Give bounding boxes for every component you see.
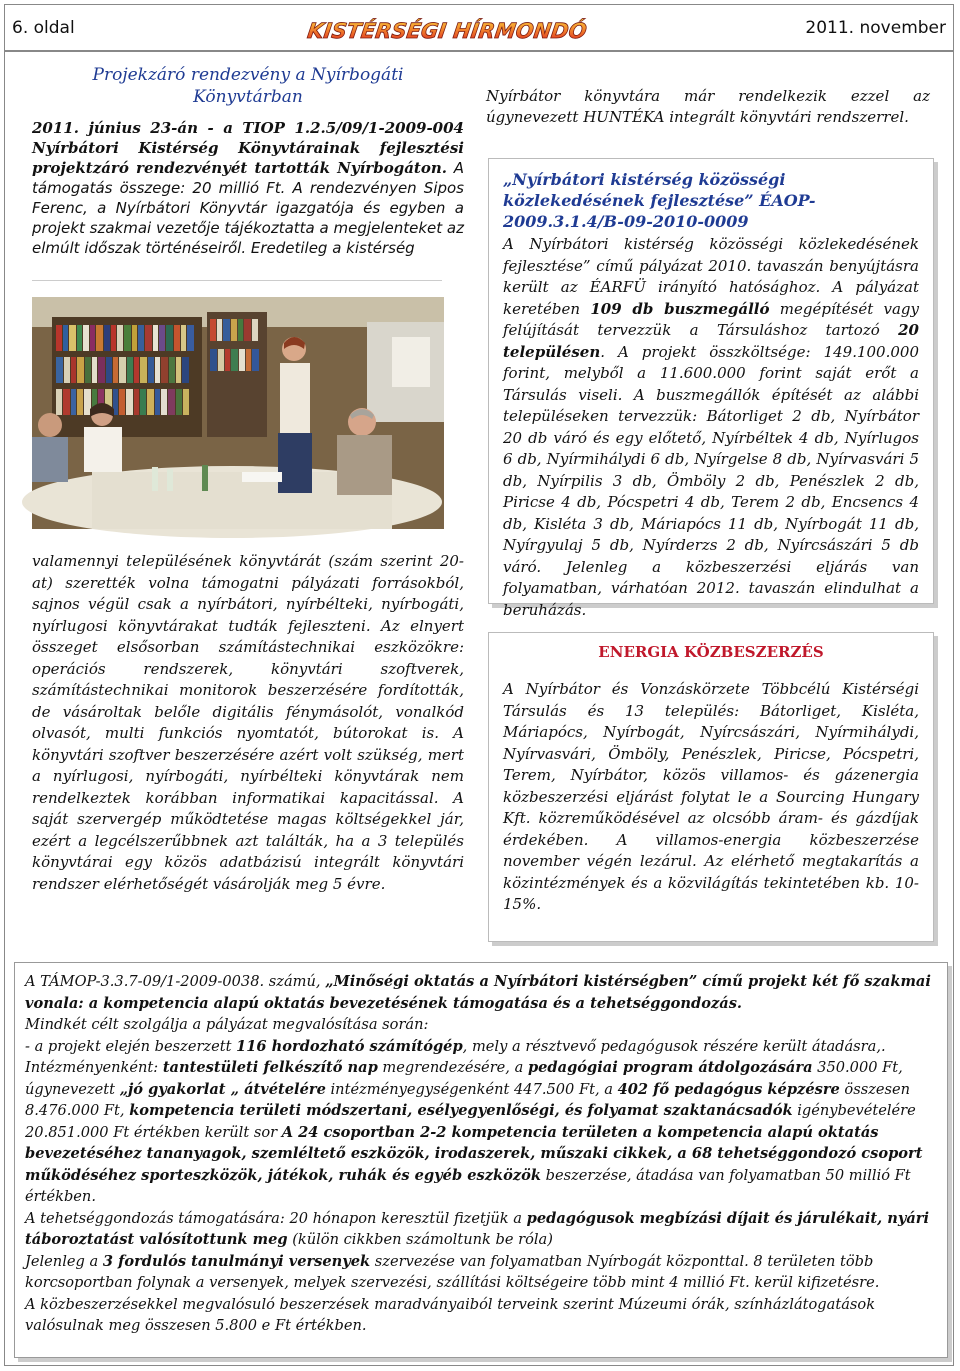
education-remaining: A közbeszerzésekkel megvalósuló beszerzések maradványaiból terveink szerint Múzeumi órák, színházlátogatások valósulnak meg összesen 5.800 e Ft értékben. xyxy=(25,1295,876,1334)
transport-title: „Nyírbátori kistérség közösségi közlekedésének fejlesztése” ÉAOP-2009.3.1.4/B-09-2010-0009 xyxy=(503,170,816,231)
edu-b1: 116 hordozható számítógép xyxy=(236,1037,463,1055)
newspaper-logo xyxy=(305,10,589,48)
education-details xyxy=(25,1036,937,1208)
edu-b7: A 24 csoportban 2-2 kompetencia területen a kompetencia alapú oktatás bevezetéséhez tananyagok, szemléltető eszközök, irodaszerek, műszaki cikkek, a 68 tehetséggondozó csoport működéséhez sporteszközök, játékok, ruhák és egyéb eszközök xyxy=(25,1123,923,1184)
event-photo xyxy=(32,297,444,529)
transport-text-3: . A projekt összköltsége: 149.100.000 forint, melyből a 11.600.000 forint saját erőt a Társulás viseli. A buszmegállók építését az alábbi településeken tervezzük: Bátorliget 2 db, Nyírbátor 20 db váró és egy előtető, Nyírbéltek 4 db, Nyírlugos 6 db, Nyírmihálydi 6 db, Nyírgelse 8 db, Nyírvasvári 5 db, Nyírpilis 3 db, Ömböly 2 db, Penészlek 2 db, Piricse 4 db, Pócspetri 4 db, Terem 2 db, Encsencs 4 db, Kisléta 3 db, Máriapócs 11 db, Nyírbogát 11 db, Nyírgyulaj 5 db, Nyírderzs 2 db, Nyírcsászári 5 db váró. Jelenleg a közbeszerzési eljárás van folyamatban, várhatóan 2012. tavaszán elindulhat a beruházás. xyxy=(503,342,919,619)
logo-text: KISTÉRSÉGI HÍRMONDÓ xyxy=(305,18,589,43)
article-title-library: Projekzáró rendezvény a Nyírbogáti Könyvtárban xyxy=(92,65,404,107)
transport-text-2: megépítését vagy felújítását tervezzük a Társuláshoz tartozó xyxy=(503,299,920,339)
education-project-title: „Minőségi oktatás a Nyírbátori kistérségben” című projekt két fő szakmai vonala: a kompetencia alapú oktatás bevezetésének támogatása és a tehetséggondozás. xyxy=(25,973,931,1012)
transport-text-1: A Nyírbátori kistérség közösségi közlekedésének fejlesztése” című pályázat 2010. tavaszán benyújtásra került az ÉARFÜ irányító hatósághoz. A pályázat keretében xyxy=(503,235,919,318)
edu-t8: beszerzése, átadása van folyamatban 50 millió Ft értékben. xyxy=(25,1166,911,1205)
talent-t2: (külön cikkben számoltunk be róla) xyxy=(287,1231,553,1248)
lead-normal: A támogatás összege: 20 millió Ft. A rendezvényen Sipos Ferenc, a Nyírbátori Könyvtár igazgatója és egyben a projekt szakmai vezetője tájékoztatta a megjelenteket az elmúlt időszak történéseiről. Eredetileg a kistérség xyxy=(32,159,465,257)
edu-t5: intézményegységenként 447.500 Ft, a xyxy=(325,1080,618,1098)
education-intro xyxy=(25,971,937,1014)
comp-b1: 3 fordulós tanulmányi versenyek xyxy=(102,1252,371,1270)
edu-b2: tantestületi felkészítő nap xyxy=(162,1059,378,1076)
lead-bold: 2011. június 23-án - a TIOP 1.2.5/09/1-2009-004 Nyírbátori Kistérség Könyvtárainak fejlesztési projektzáró rendezvényét tartották Nyírbogáton. xyxy=(32,119,464,177)
education-talent xyxy=(25,1208,937,1251)
comp-t2: szervezése van folyamatban Nyírbogát központtal. 8 területen több korcsoportban folynak a versenyek, melyek szervezési, szállítási költségeire több mint 4 millió Ft. kerül kifizetésre. xyxy=(25,1252,880,1291)
transport-settlements: 20 településen xyxy=(503,321,919,361)
page-number: 6. oldal xyxy=(12,18,75,38)
header-divider xyxy=(4,50,954,52)
edu-b4: „jó gyakorlat „ átvételére xyxy=(119,1080,326,1098)
education-project-code: A TÁMOP-3.3.7-09/1-2009-0038. számú, xyxy=(25,973,326,990)
energy-title: ENERGIA KÖZBESZERZÉS xyxy=(598,643,824,661)
edu-t4: 350.000 Ft, úgynevezett xyxy=(25,1059,903,1098)
edu-b3: pedagógiai program átdolgozására xyxy=(527,1059,813,1076)
edu-t1: - a projekt elején beszerzett xyxy=(25,1037,237,1055)
edu-t3: megrendezésére, a xyxy=(377,1059,528,1076)
energy-body: A Nyírbátor és Vonzáskörzete Többcélú Kistérségi Társulás és 13 település: Bátorliget, Kisléta, Máriapócs, Nyírbogát, Nyírcsászári, Nyírmihálydi, Nyírvasvári, Ömböly, Penészlek, Piricse, Pócspetri, Terem, Nyírbátor, közös villamos- és gázenergia közbeszerzési eljárást folytat le a Sourcing Hungary Kft. közreműködésével az olcsóbb áram- és gázdíjak érdekében. A villamos-energia közbeszerzése november végén lezárul. Az elérhető megtakarítás a közintézmények és a közvilágítás tekintetében kb. 10-15%. xyxy=(503,680,919,913)
separator-line xyxy=(32,280,442,281)
right-column xyxy=(486,86,930,128)
edu-t7: igénybevételére 20.851.000 Ft értékben került sor xyxy=(25,1102,916,1141)
article-lead xyxy=(32,118,464,258)
education-goal: Mindkét célt szolgálja a pályázat megvalósítása során: xyxy=(25,1016,429,1033)
transport-bus-stops: 109 db buszmegálló xyxy=(590,299,770,318)
edu-t2: , mely a résztvevő pedagógusok részére került átadásra,. Intézményenként: xyxy=(25,1037,886,1076)
edu-b6: kompetencia területi módszertani, esélyegyenlőségi, és folyamat szaktanácsadók xyxy=(129,1102,793,1119)
edu-t6: összesen 8.476.000 Ft, xyxy=(25,1080,911,1119)
photo-illustration xyxy=(32,297,444,529)
education-article-box xyxy=(14,962,948,1358)
talent-b1: pedagógusok megbízási díjait és járulékait, nyári táboroztatást valósítottunk meg xyxy=(25,1209,930,1248)
article-body-library: valamennyi településének könyvtárát (szám szerint 20-at) szerették volna támogatni pályázati forrásokból, sajnos végül csak a nyírbátori, nyírbélteki, nyírbogáti, nyírlugosi könyvtárakat tudták fejleszteni. Az elnyert összeget elsősorban számítástechnikai eszközökre: operációs rendszerek, könyvtári szoftverek, számítástechnikai monitorok beszerzésére fordították, de vásároltak belőle digitális fénymásolót, vonalkód olvasót, multi funkciós nyomtatót, bútorokat is. A könyvtári szoftver beszerzésére azért volt szükség, mert a nyírlugosi, nyírbogáti, nyírbélteki könyvtárak nem rendelkeztek korábban informatikai kapacitással. A saját szervergép működtetése magas költségekkel jár, ezért a legcélszerűbbnek azt találták, ha a 3 település könyvtárai egy közös adatbázisú integrált könyvtári rendszer elérhetőségét vásárolják meg 5 évre. xyxy=(32,552,464,893)
education-competitions xyxy=(25,1251,937,1294)
library-continuation: Nyírbátor könyvtára már rendelkezik ezzel az úgynevezett HUNTÉKA integrált könyvtári rendszerrel. xyxy=(486,87,930,126)
left-column xyxy=(32,64,464,895)
edu-b5: 402 fő pedagógus képzésre xyxy=(617,1080,840,1098)
energy-article-box xyxy=(488,632,934,942)
issue-date: 2011. november xyxy=(805,18,946,38)
comp-t1: Jelenleg a xyxy=(25,1252,103,1270)
transport-article-box xyxy=(488,158,934,619)
transport-body xyxy=(503,234,919,621)
talent-t1: A tehetséggondozás támogatására: 20 hónapon keresztül fizetjük a xyxy=(25,1209,527,1227)
